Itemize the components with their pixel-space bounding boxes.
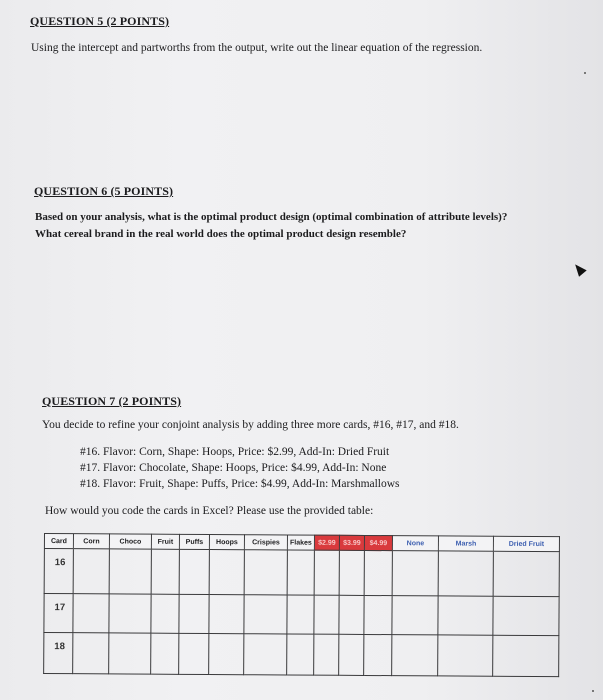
dust-speck [584,72,586,74]
row-17-card-cell [43,594,73,633]
row-18-cell--2-99 [314,635,339,676]
row-16-cell-choco [110,549,152,594]
question-5-title: QUESTION 5 (2 POINTS) [30,14,170,28]
row-label: 17 [54,602,66,614]
row-17-cell-corn [73,594,109,633]
mouse-cursor-icon [571,261,586,277]
card-17-description: #17. Flavor: Chocolate, Shape: Hoops, Price: $4.99, Add-In: None [80,462,387,474]
row-16-cell-flakes [288,550,315,595]
header-hoops: Hoops [210,534,245,550]
row-16-cell--3-99 [340,551,365,596]
row-17-cell--4-99 [364,596,392,635]
row-16-cell-dried-fruit [494,552,560,597]
row-label: 18 [54,641,65,653]
row-16-cell--4-99 [365,551,393,596]
question-7-intro: You decide to refine your conjoint analysis by adding three more cards, #16, #17, and #18. [42,419,459,431]
card-18-description: #18. Flavor: Fruit, Shape: Puffs, Price: $4.99, Add-In: Marshmallows [80,478,400,490]
row-17-cell-flakes [287,595,314,634]
header-crispies: Crispies [245,534,288,550]
row-16-cell-none [393,551,439,596]
row-16-cell-fruit [152,550,180,595]
row-17-cell-hoops [209,595,244,634]
question-5-text: Using the intercept and partworths from the output, write out the linear equation of the regression. [31,42,483,54]
row-16-cell-marsh [439,551,494,596]
row-18-card-cell [43,633,73,674]
row-16-cell-puffs [180,550,210,595]
header-marsh: Marsh [439,535,494,551]
row-18-cell-fruit [151,634,179,675]
row-17-cell-fruit [151,595,179,634]
header-card: Card [44,533,74,549]
row-17-cell-crispies [244,595,287,634]
row-18-cell-corn [73,633,109,674]
row-17-cell-dried-fruit [493,597,559,636]
row-18-cell-choco [109,633,151,674]
row-16-cell--2-99 [315,551,340,596]
question-7-title: QUESTION 7 (2 POINTS) [42,394,182,408]
row-16-cell-corn [74,549,110,594]
header-choco: Choco [110,533,152,549]
header-price-299: $2.99 [315,535,340,551]
row-16-cell-crispies [245,550,288,595]
header-puffs: Puffs [180,534,210,550]
question-6-line-2: What cereal brand in the real world does the optimal product design resemble? [35,228,407,240]
header-fruit: Fruit [152,534,180,550]
row-label: 16 [54,557,66,569]
row-18-cell--4-99 [364,635,392,676]
row-18-cell-dried-fruit [493,636,559,677]
header-dried-fruit: Dried Fruit [494,536,560,552]
row-17-cell-marsh [438,596,493,635]
question-6-line-1: Based on your analysis, what is the optimal product design (optimal combination of attribute levels)? [35,211,508,223]
header-price-499: $4.99 [365,535,393,551]
header-price-399: $3.99 [340,535,365,551]
row-16-cell-hoops [210,550,245,595]
header-none: None [393,535,439,551]
coding-table [43,533,560,691]
question-7-prompt: How would you code the cards in Excel? Please use the provided table: [45,505,374,517]
card-16-description: #16. Flavor: Corn, Shape: Hoops, Price: $2.99, Add-In: Dried Fruit [80,446,390,458]
row-18-cell-marsh [438,635,493,676]
row-17-cell-choco [109,594,151,633]
dust-speck [592,690,594,692]
row-18-cell-hoops [209,634,244,675]
header-flakes: Flakes [288,534,315,550]
row-17-cell-puffs [179,595,209,634]
row-17-cell--2-99 [314,596,339,635]
row-18-cell-none [392,635,438,676]
row-18-cell-puffs [179,634,209,675]
question-6-title: QUESTION 6 (5 POINTS) [34,184,174,198]
row-18-cell-flakes [287,634,314,675]
header-corn: Corn [74,533,110,549]
row-18-cell--3-99 [339,635,364,676]
row-18-cell-crispies [244,634,287,675]
row-17-cell--3-99 [339,596,364,635]
row-17-cell-none [392,596,438,635]
row-16-card-cell [44,549,74,594]
